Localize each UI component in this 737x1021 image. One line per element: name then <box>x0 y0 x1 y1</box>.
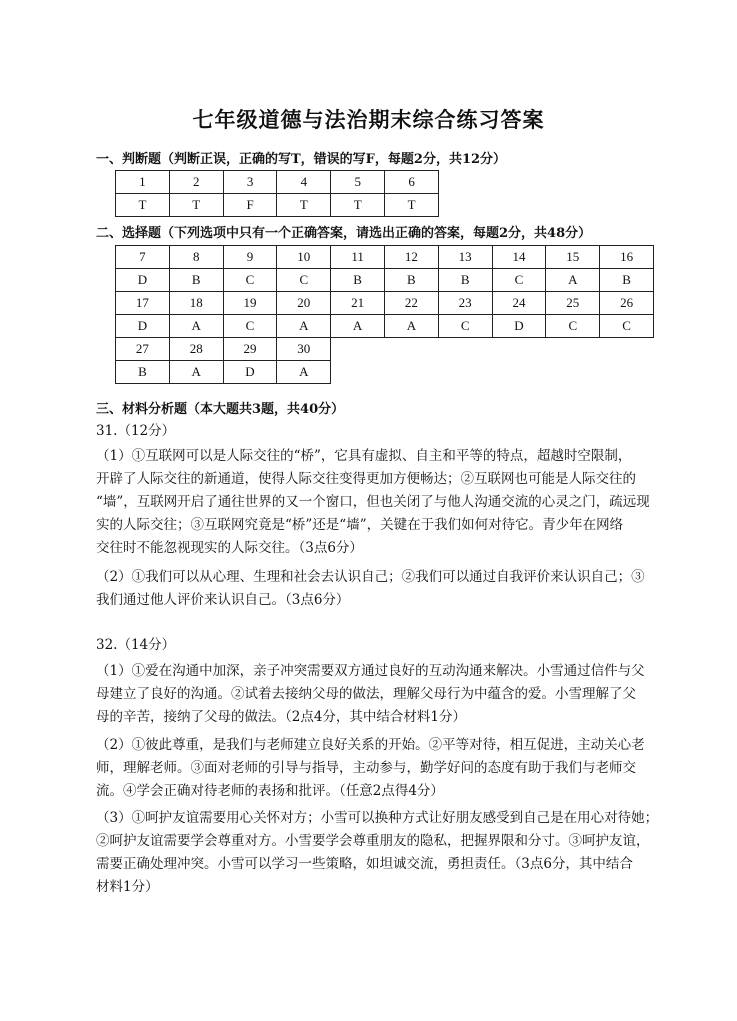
table-row <box>116 269 654 292</box>
table-cell: 4 <box>277 171 331 194</box>
table-cell: 30 <box>277 338 331 361</box>
table-row <box>116 338 654 361</box>
text-line: （3）①呵护友谊需要用心关怀对方；小雪可以换种方式让好朋友感受到自己是在用心对待她； <box>96 810 659 826</box>
empty-cell <box>600 338 654 361</box>
text-line: 需要正确处理冲突。小雪可以学习一些策略，如坦诚交流，勇担责任。（3点6分，其中结合 <box>96 856 633 872</box>
table-cell: A <box>277 361 331 384</box>
text-line: 师，理解老师。③面对老师的引导与指导，主动参与，勤学好问的态度有助于我们与老师交 <box>96 760 636 776</box>
table-cell: A <box>169 361 223 384</box>
table-row <box>116 361 654 384</box>
text-line: （2）①我们可以从心理、生理和社会去认识自己；②我们可以通过自我评价来认识自己；③ <box>96 569 645 585</box>
table-cell: 23 <box>438 292 492 315</box>
text-line: 材料1分） <box>96 879 159 895</box>
table-cell: C <box>277 269 331 292</box>
table-cell: 13 <box>438 246 492 269</box>
table-cell: D <box>116 269 170 292</box>
table-cell: 5 <box>331 171 385 194</box>
table-row <box>116 292 654 315</box>
empty-cell <box>546 338 600 361</box>
table-cell: B <box>600 269 654 292</box>
table-cell: C <box>223 269 277 292</box>
q32-part2 <box>96 734 662 803</box>
table-cell: 17 <box>116 292 170 315</box>
table-cell: 20 <box>277 292 331 315</box>
empty-cell <box>492 361 546 384</box>
table-cell: 18 <box>169 292 223 315</box>
table-row <box>116 315 654 338</box>
table-cell: 29 <box>223 338 277 361</box>
text-line: ②呵护友谊需要学会尊重对方。小雪要学会尊重朋友的隐私，把握界限和分寸。③呵护友谊， <box>96 833 650 849</box>
table-cell: T <box>277 194 331 217</box>
text-line: 母的辛苦，接纳了父母的做法。（2点4分，其中结合材料1分） <box>96 709 467 725</box>
text-line: 实的人际交往；③互联网究竟是“桥”还是“墙”，关键在于我们如何对待它。青少年在网络 <box>96 517 624 533</box>
table-cell: 10 <box>277 246 331 269</box>
table-cell: 2 <box>169 171 223 194</box>
empty-cell <box>492 338 546 361</box>
table-cell: 19 <box>223 292 277 315</box>
multiple-choice-answer-table <box>115 245 654 384</box>
q31-label: 31.（12分） <box>96 423 176 439</box>
table-cell: 6 <box>385 171 439 194</box>
empty-cell <box>438 361 492 384</box>
true-false-answer-table <box>115 170 439 217</box>
table-cell: F <box>223 194 277 217</box>
empty-cell <box>438 338 492 361</box>
table-cell: 3 <box>223 171 277 194</box>
table-cell: T <box>116 194 170 217</box>
table-cell: 25 <box>546 292 600 315</box>
table-cell: 22 <box>384 292 438 315</box>
section3-heading: 三、材料分析题（本大题共3题，共40分） <box>96 402 345 417</box>
table-cell: 21 <box>331 292 385 315</box>
table-cell: B <box>438 269 492 292</box>
table-cell: C <box>600 315 654 338</box>
table-cell: 1 <box>116 171 170 194</box>
table-cell: 11 <box>331 246 385 269</box>
table-row <box>116 246 654 269</box>
table-cell: 16 <box>600 246 654 269</box>
q32-part1 <box>96 660 662 729</box>
q32-label: 32.（14分） <box>96 637 176 653</box>
text-line: （2）①彼此尊重，是我们与老师建立良好关系的开始。②平等对待，相互促进，主动关心老 <box>96 737 645 753</box>
table-cell: 7 <box>116 246 170 269</box>
table-cell: A <box>277 315 331 338</box>
table-cell: T <box>169 194 223 217</box>
table-cell: 14 <box>492 246 546 269</box>
table-cell: T <box>331 194 385 217</box>
table-cell: 8 <box>169 246 223 269</box>
table-cell: A <box>331 315 385 338</box>
table-cell: B <box>384 269 438 292</box>
table-cell: 15 <box>546 246 600 269</box>
text-line: 我们通过他人评价来认识自己。（3点6分） <box>96 592 350 608</box>
text-line: （1）①爱在沟通中加深，亲子冲突需要双方通过良好的互动沟通来解决。小雪通过信件与父 <box>96 663 645 679</box>
table-cell: 27 <box>116 338 170 361</box>
table-cell: T <box>385 194 439 217</box>
empty-cell <box>546 361 600 384</box>
table-cell: D <box>116 315 170 338</box>
table-cell: A <box>384 315 438 338</box>
text-line: 交往时不能忽视现实的人际交往。（3点6分） <box>96 540 363 556</box>
empty-cell <box>384 338 438 361</box>
table-cell: 26 <box>600 292 654 315</box>
text-line: 流。④学会正确对待老师的表扬和批评。（任意2点得4分） <box>96 783 444 799</box>
table-cell: C <box>223 315 277 338</box>
table-cell: B <box>169 269 223 292</box>
q32-part3 <box>96 807 662 899</box>
text-line: 开辟了人际交往的新通道，使得人际交往变得更加方便畅达；②互联网也可能是人际交往的 <box>96 471 636 487</box>
table-cell: C <box>492 269 546 292</box>
page-title: 七年级道德与法治期末综合练习答案 <box>192 107 545 132</box>
table-cell: D <box>492 315 546 338</box>
q31-part1 <box>96 445 662 560</box>
table-cell: A <box>546 269 600 292</box>
text-line: （1）①互联网可以是人际交往的“桥”，它具有虚拟、自主和平等的特点，超越时空限制， <box>96 448 632 464</box>
text-line: “墙”，互联网开启了通往世界的又一个窗口，但也关闭了与他人沟通交流的心灵之门，疏远现 <box>96 494 650 510</box>
section1-heading: 一、判断题（判断正误，正确的写T，错误的写F，每题2分，共12分） <box>96 152 507 167</box>
table-cell: B <box>116 361 170 384</box>
table-cell: 28 <box>169 338 223 361</box>
table-cell: D <box>223 361 277 384</box>
text-line: 母建立了良好的沟通。②试着去接纳父母的做法，理解父母行为中蕴含的爱。小雪理解了父 <box>96 686 636 702</box>
q31-part2 <box>96 566 662 612</box>
section2-heading: 二、选择题（下列选项中只有一个正确答案，请选出正确的答案，每题2分，共48分） <box>96 226 592 241</box>
table-row <box>116 171 439 194</box>
table-cell: 12 <box>384 246 438 269</box>
empty-cell <box>384 361 438 384</box>
empty-cell <box>331 361 385 384</box>
table-cell: B <box>331 269 385 292</box>
empty-cell <box>600 361 654 384</box>
empty-cell <box>331 338 385 361</box>
table-cell: C <box>546 315 600 338</box>
table-cell: 9 <box>223 246 277 269</box>
table-cell: C <box>438 315 492 338</box>
table-row <box>116 194 439 217</box>
table-cell: A <box>169 315 223 338</box>
table-cell: 24 <box>492 292 546 315</box>
